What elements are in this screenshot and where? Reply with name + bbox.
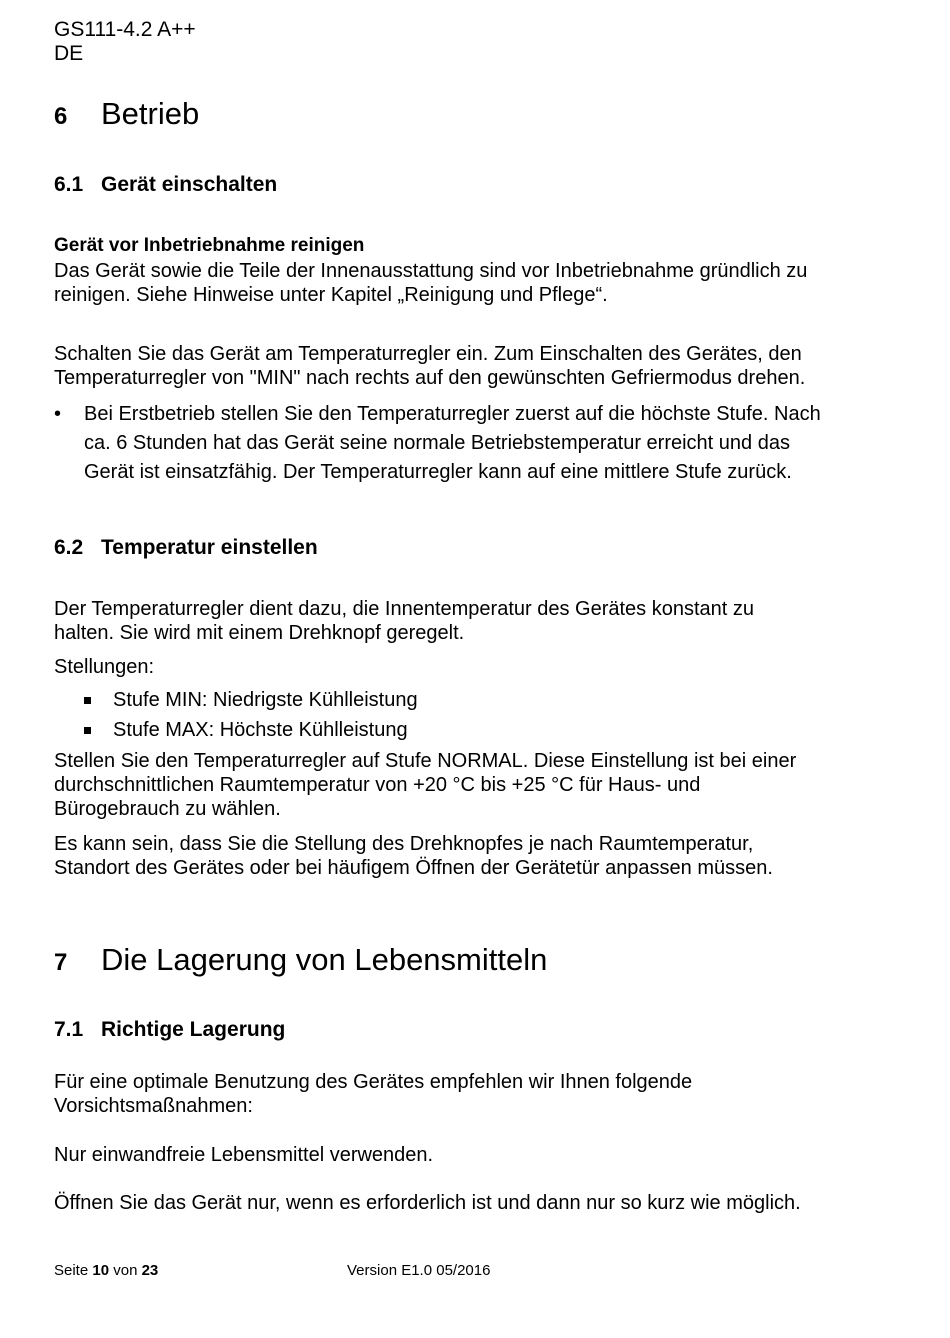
- text-line: Es kann sein, dass Sie die Stellung des Drehknopfes je nach Raumtemperatur,: [54, 833, 754, 855]
- heading-section-7: [54, 942, 547, 978]
- paragraph-precautions: [54, 1070, 692, 1118]
- text-line: reinigen. Siehe Hinweise unter Kapitel „Reinigung und Pflege“.: [54, 284, 608, 306]
- model-name: GS111-4.2 A++: [54, 18, 196, 41]
- bullet-marker: •: [54, 403, 62, 425]
- positions-label: Stellungen:: [54, 656, 155, 678]
- section-number: 6.1: [54, 173, 84, 196]
- paragraph-open-briefly: Öffnen Sie das Gerät nur, wenn es erforderlich ist und dann nur so kurz wie möglich.: [54, 1192, 801, 1214]
- page-number: [54, 1261, 158, 1281]
- paragraph-flawless-food: Nur einwandfreie Lebensmittel verwenden.: [54, 1144, 434, 1166]
- paragraph-switch-on: [54, 342, 805, 390]
- list-item-text: Stufe MIN: Niedrigste Kühlleistung: [113, 689, 418, 711]
- section-number: 7: [54, 949, 68, 976]
- text-line: Das Gerät sowie die Teile der Innenausstattung sind vor Inbetriebnahme gründlich zu: [54, 260, 808, 282]
- paragraph-regulator: [54, 597, 754, 645]
- paragraph-cleaning: [54, 259, 807, 307]
- page-current: 10: [92, 1262, 110, 1279]
- section-title: Temperatur einstellen: [101, 536, 318, 559]
- paragraph-adjust-knob: [54, 832, 773, 880]
- page-separator: von: [113, 1262, 138, 1279]
- square-bullet-icon: [84, 697, 91, 704]
- text-line: Gerät ist einsatzfähig. Der Temperaturregler kann auf eine mittlere Stufe zurück.: [84, 461, 792, 483]
- text-line: Stellen Sie den Temperaturregler auf Stufe NORMAL. Diese Einstellung ist bei einer: [54, 750, 797, 772]
- section-title: Gerät einschalten: [101, 173, 278, 196]
- page-total: 23: [141, 1262, 159, 1279]
- language-code: DE: [54, 42, 84, 65]
- heading-section-6: [54, 96, 199, 132]
- section-title: Die Lagerung von Lebensmitteln: [101, 942, 548, 977]
- text-line: halten. Sie wird mit einem Drehknopf geregelt.: [54, 622, 465, 644]
- section-number: 6.2: [54, 536, 84, 559]
- text-line: Bei Erstbetrieb stellen Sie den Temperaturregler zuerst auf die höchste Stufe. Nach: [84, 403, 821, 425]
- heading-section-6-1: [54, 173, 277, 197]
- section-number: 6: [54, 103, 68, 130]
- heading-section-7-1: [54, 1018, 285, 1042]
- page-prefix: Seite: [54, 1262, 89, 1279]
- text-line: Temperaturregler von "MIN" nach rechts auf den gewünschten Gefriermodus drehen.: [54, 367, 806, 389]
- text-line: Vorsichtsmaßnahmen:: [54, 1095, 253, 1117]
- section-number: 7.1: [54, 1018, 84, 1041]
- text-line: Schalten Sie das Gerät am Temperaturregler ein. Zum Einschalten des Gerätes, den: [54, 343, 802, 365]
- subheading-clean-before-use: Gerät vor Inbetriebnahme reinigen: [54, 235, 365, 256]
- square-bullet-icon: [84, 727, 91, 734]
- text-line: Standort des Gerätes oder bei häufigem Öffnen der Gerätetür anpassen müssen.: [54, 857, 773, 879]
- paragraph-normal-setting: [54, 749, 796, 821]
- heading-section-6-2: [54, 536, 318, 560]
- section-title: Richtige Lagerung: [101, 1018, 286, 1041]
- list-item-text: Stufe MAX: Höchste Kühlleistung: [113, 719, 408, 741]
- text-line: Bürogebrauch zu wählen.: [54, 798, 281, 820]
- text-line: Für eine optimale Benutzung des Gerätes empfehlen wir Ihnen folgende: [54, 1071, 693, 1093]
- text-line: ca. 6 Stunden hat das Gerät seine normale Betriebstemperatur erreicht und das: [84, 432, 790, 454]
- text-line: Der Temperaturregler dient dazu, die Innentemperatur des Gerätes konstant zu: [54, 598, 755, 620]
- document-header: [54, 18, 196, 66]
- version-info: Version E1.0 05/2016: [347, 1262, 491, 1279]
- bullet-text: [84, 400, 821, 487]
- section-title: Betrieb: [101, 96, 200, 131]
- text-line: durchschnittlichen Raumtemperatur von +20 °C bis +25 °C für Haus- und: [54, 774, 701, 796]
